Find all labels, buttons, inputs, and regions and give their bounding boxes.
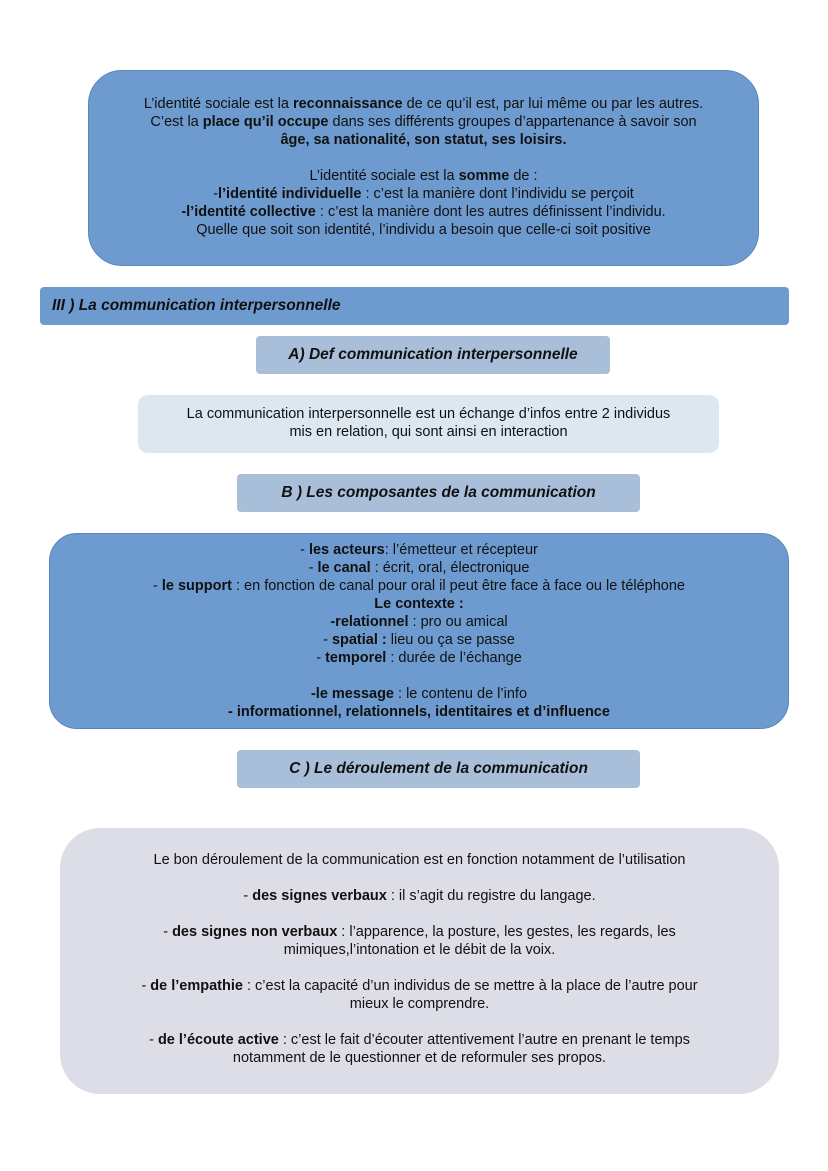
deroulement-intro: Le bon déroulement de la communication est en fonction notamment de l’utilisation bbox=[153, 852, 686, 868]
section-c-header bbox=[237, 750, 640, 788]
identite-line-5: -l’identité individuelle : c’est la manière dont l’individu se perçoit bbox=[213, 186, 634, 202]
identite-line-1: L’identité sociale est la reconnaissance de ce qu’il est, par lui même ou par les autres. bbox=[143, 96, 704, 112]
empathie: - de l’empathie : c’est la capacité d’un individus de se mettre à la place de l’autre pour bbox=[141, 978, 698, 994]
composante-canal: - le canal : écrit, oral, électronique bbox=[308, 560, 530, 576]
contexte-temporel: - temporel : durée de l’échange bbox=[316, 650, 522, 666]
definition-line-1: La communication interpersonnelle est un échange d’infos entre 2 individus bbox=[186, 406, 671, 422]
signes-non-verbaux-cont: mimiques,l’intonation et le débit de la voix. bbox=[283, 942, 556, 958]
composante-support: - le support : en fonction de canal pour oral il peut être face à face ou le téléphone bbox=[153, 578, 685, 594]
identite-line-2: C’est la place qu’il occupe dans ses différents groupes d’appartenance à savoir son bbox=[150, 114, 697, 130]
identite-line-6: -l’identité collective : c’est la manière dont les autres définissent l’individu. bbox=[181, 204, 666, 220]
definition-box bbox=[138, 395, 719, 453]
composante-contexte: Le contexte : bbox=[374, 596, 464, 612]
section-c-title: C ) Le déroulement de la communication bbox=[289, 760, 588, 777]
contexte-relationnel: -relationnel : pro ou amical bbox=[330, 614, 508, 630]
deroulement-box bbox=[60, 828, 779, 1094]
composante-acteurs: - les acteurs: l’émetteur et récepteur bbox=[300, 542, 538, 558]
signes-verbaux: - des signes verbaux : il s’agit du registre du langage. bbox=[243, 888, 596, 904]
section-b-header bbox=[237, 474, 640, 512]
ecoute-active: - de l’écoute active : c’est le fait d’écouter attentivement l’autre en prenant le temps bbox=[149, 1032, 690, 1048]
contexte-spatial: - spatial : lieu ou ça se passe bbox=[323, 632, 515, 648]
identite-line-3: âge, sa nationalité, son statut, ses loisirs. bbox=[280, 132, 567, 148]
section-3-header bbox=[40, 287, 789, 325]
ecoute-active-cont: notamment de le questionner et de reformuler ses propos. bbox=[232, 1050, 607, 1066]
definition-line-2: mis en relation, qui sont ainsi en interaction bbox=[289, 424, 568, 440]
composantes-box bbox=[49, 533, 789, 729]
section-a-title: A) Def communication interpersonnelle bbox=[288, 346, 578, 363]
message-types: - informationnel, relationnels, identitaires et d’influence bbox=[228, 704, 610, 720]
identite-sociale-box bbox=[88, 70, 759, 266]
signes-non-verbaux: - des signes non verbaux : l’apparence, la posture, les gestes, les regards, les bbox=[163, 924, 676, 940]
section-b-title: B ) Les composantes de la communication bbox=[281, 484, 596, 501]
identite-line-4: L’identité sociale est la somme de : bbox=[309, 168, 538, 184]
empathie-cont: mieux le comprendre. bbox=[349, 996, 490, 1012]
section-3-title: III ) La communication interpersonnelle bbox=[52, 297, 341, 314]
composante-message: -le message : le contenu de l’info bbox=[310, 686, 528, 702]
identite-line-7: Quelle que soit son identité, l’individu a besoin que celle-ci soit positive bbox=[196, 222, 651, 238]
section-a-header bbox=[256, 336, 610, 374]
